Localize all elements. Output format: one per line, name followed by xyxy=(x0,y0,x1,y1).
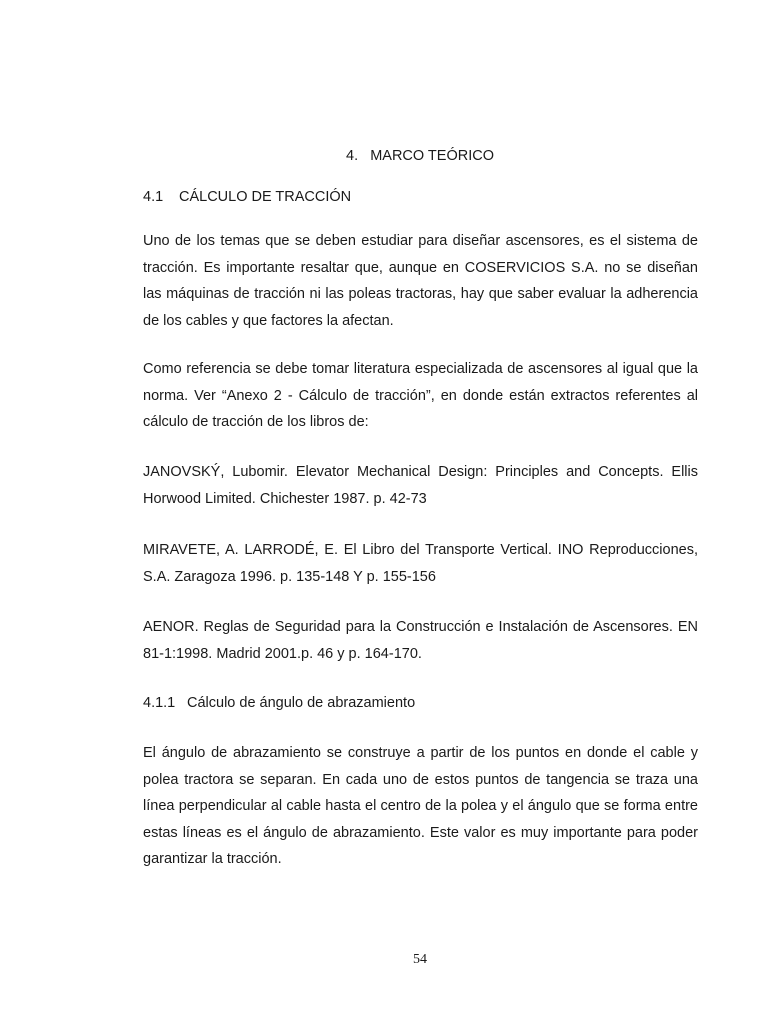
paragraph-reference-note: Como referencia se debe tomar literatura especializada de ascensores al igual que la norma. Ver “Anexo 2 - Cálculo de tracción”, en donde están extractos referentes al cálculo de tracción de los libros de: xyxy=(143,361,698,430)
subsection-title: Cálculo de ángulo de abrazamiento xyxy=(187,695,416,711)
subsection-number: 4.1.1 xyxy=(143,695,176,711)
subsection-heading xyxy=(143,695,415,711)
section-title: CÁLCULO DE TRACCIÓN xyxy=(179,189,352,205)
paragraph-abrazamiento: El ángulo de abrazamiento se construye a partir de los puntos en donde el cable y polea tractora se separan. En cada uno de estos puntos de tangencia se traza una línea perpendicular al cable hasta el centro de la polea y el ángulo que se forma entre estas líneas es el ángulo de abrazamiento. Este valor es muy importante para poder garantizar la tracción. xyxy=(143,745,698,867)
reference-janovsky: JANOVSKÝ, Lubomir. Elevator Mechanical Design: Principles and Concepts. Ellis Horwood Limited. Chichester 1987. p. 42-73 xyxy=(143,464,698,507)
chapter-title-text: MARCO TEÓRICO xyxy=(370,148,494,164)
reference-aenor: AENOR. Reglas de Seguridad para la Construcción e Instalación de Ascensores. EN 81-1:1998. Madrid 2001.p. 46 y p. 164-170. xyxy=(143,619,698,662)
reference-miravete: MIRAVETE, A. LARRODÉ, E. El Libro del Transporte Vertical. INO Reproducciones, S.A. Zaragoza 1996. p. 135-148 Y p. 155-156 xyxy=(143,542,698,585)
section-number: 4.1 xyxy=(143,189,164,205)
page-number: 54 xyxy=(413,952,427,967)
paragraph-intro: Uno de los temas que se deben estudiar para diseñar ascensores, es el sistema de tracción. Es importante resaltar que, aunque en COSERVICIOS S.A. no se diseñan las máquinas de tracción ni las poleas tractoras, hay que saber evaluar la adherencia de los cables y que factores la afectan. xyxy=(143,233,698,329)
section-heading xyxy=(143,189,351,205)
chapter-number: 4. xyxy=(346,148,359,164)
chapter-title xyxy=(0,148,768,164)
